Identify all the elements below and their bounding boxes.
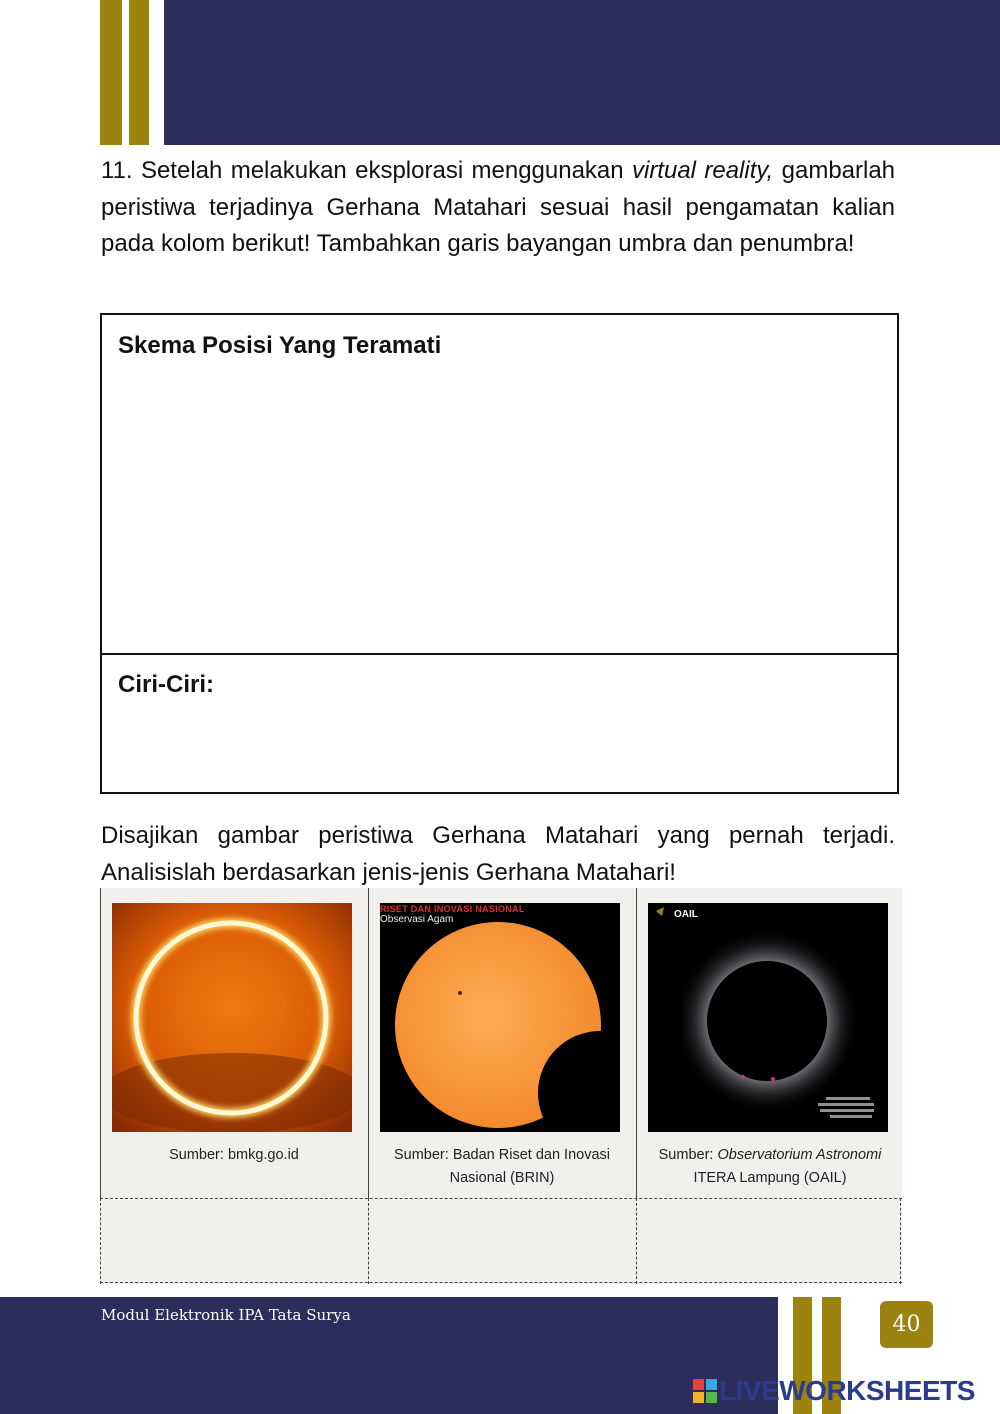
eclipse-image-table <box>100 888 902 1284</box>
caption-2-text: Sumber: Badan Riset dan Inovasi Nasional (BRIN) <box>393 1147 610 1186</box>
caption-3-prefix: Sumber: <box>658 1147 718 1163</box>
caption-1 <box>104 1144 364 1167</box>
schema-label: Skema Posisi Yang Teramati <box>118 332 442 359</box>
question-number: 11. <box>101 157 133 184</box>
total-eclipse-photo <box>648 903 888 1132</box>
caption-3 <box>640 1144 900 1190</box>
module-title: Modul Elektronik IPA Tata Surya <box>101 1306 351 1324</box>
caption-3-suffix: ITERA Lampung (OAIL) <box>693 1170 847 1186</box>
answer-divider <box>102 653 897 655</box>
caption-3-italic: Observatorium Astronomi <box>717 1147 882 1163</box>
photo-overlay-title: RISET DAN INOVASI NASIONAL <box>380 904 525 914</box>
table-column-divider <box>368 888 369 1198</box>
answer-row-bottom <box>100 1282 902 1283</box>
intro-text: Disajikan gambar peristiwa Gerhana Matahari yang pernah terjadi. Analisislah berdasarkan jenis-jenis Gerhana Matahari! <box>101 822 895 886</box>
liveworksheets-wordmark: LIVEWORKSHEETS <box>719 1375 975 1406</box>
page-number: 40 <box>880 1301 933 1348</box>
caption-2 <box>372 1144 632 1190</box>
header-gold-stripe <box>129 0 149 145</box>
table-column-divider <box>636 888 637 1198</box>
question-part2: gambarlah peristiwa terjadinya Gerhana Matahari sesuai hasil pengamatan kalian pada kolom berikut! Tambahkan garis bayangan umbra dan penumbra! <box>101 157 896 257</box>
liveworksheets-tiles-icon <box>693 1379 717 1403</box>
header-banner <box>164 0 1000 145</box>
annular-eclipse-photo <box>112 903 352 1132</box>
caption-1-text: Sumber: bmkg.go.id <box>169 1147 299 1163</box>
answer-cell-3[interactable] <box>637 1199 899 1282</box>
partial-eclipse-photo <box>380 903 620 1132</box>
answer-row-right <box>900 1198 901 1284</box>
answer-cell-2[interactable] <box>369 1199 635 1282</box>
question-italic: virtual reality, <box>631 157 774 184</box>
answer-cell-1[interactable] <box>101 1199 367 1282</box>
question-text <box>101 153 895 263</box>
question-part1: Setelah melakukan eksplorasi menggunakan <box>140 157 624 184</box>
header-gold-stripe <box>100 0 122 145</box>
table-border-left <box>100 888 101 1198</box>
photo-overlay-sub: Observasi Agam <box>380 914 454 925</box>
answer-box[interactable] <box>100 313 899 794</box>
oail-logo-text: OAIL <box>674 909 698 920</box>
characteristics-label: Ciri-Ciri: <box>118 671 214 698</box>
